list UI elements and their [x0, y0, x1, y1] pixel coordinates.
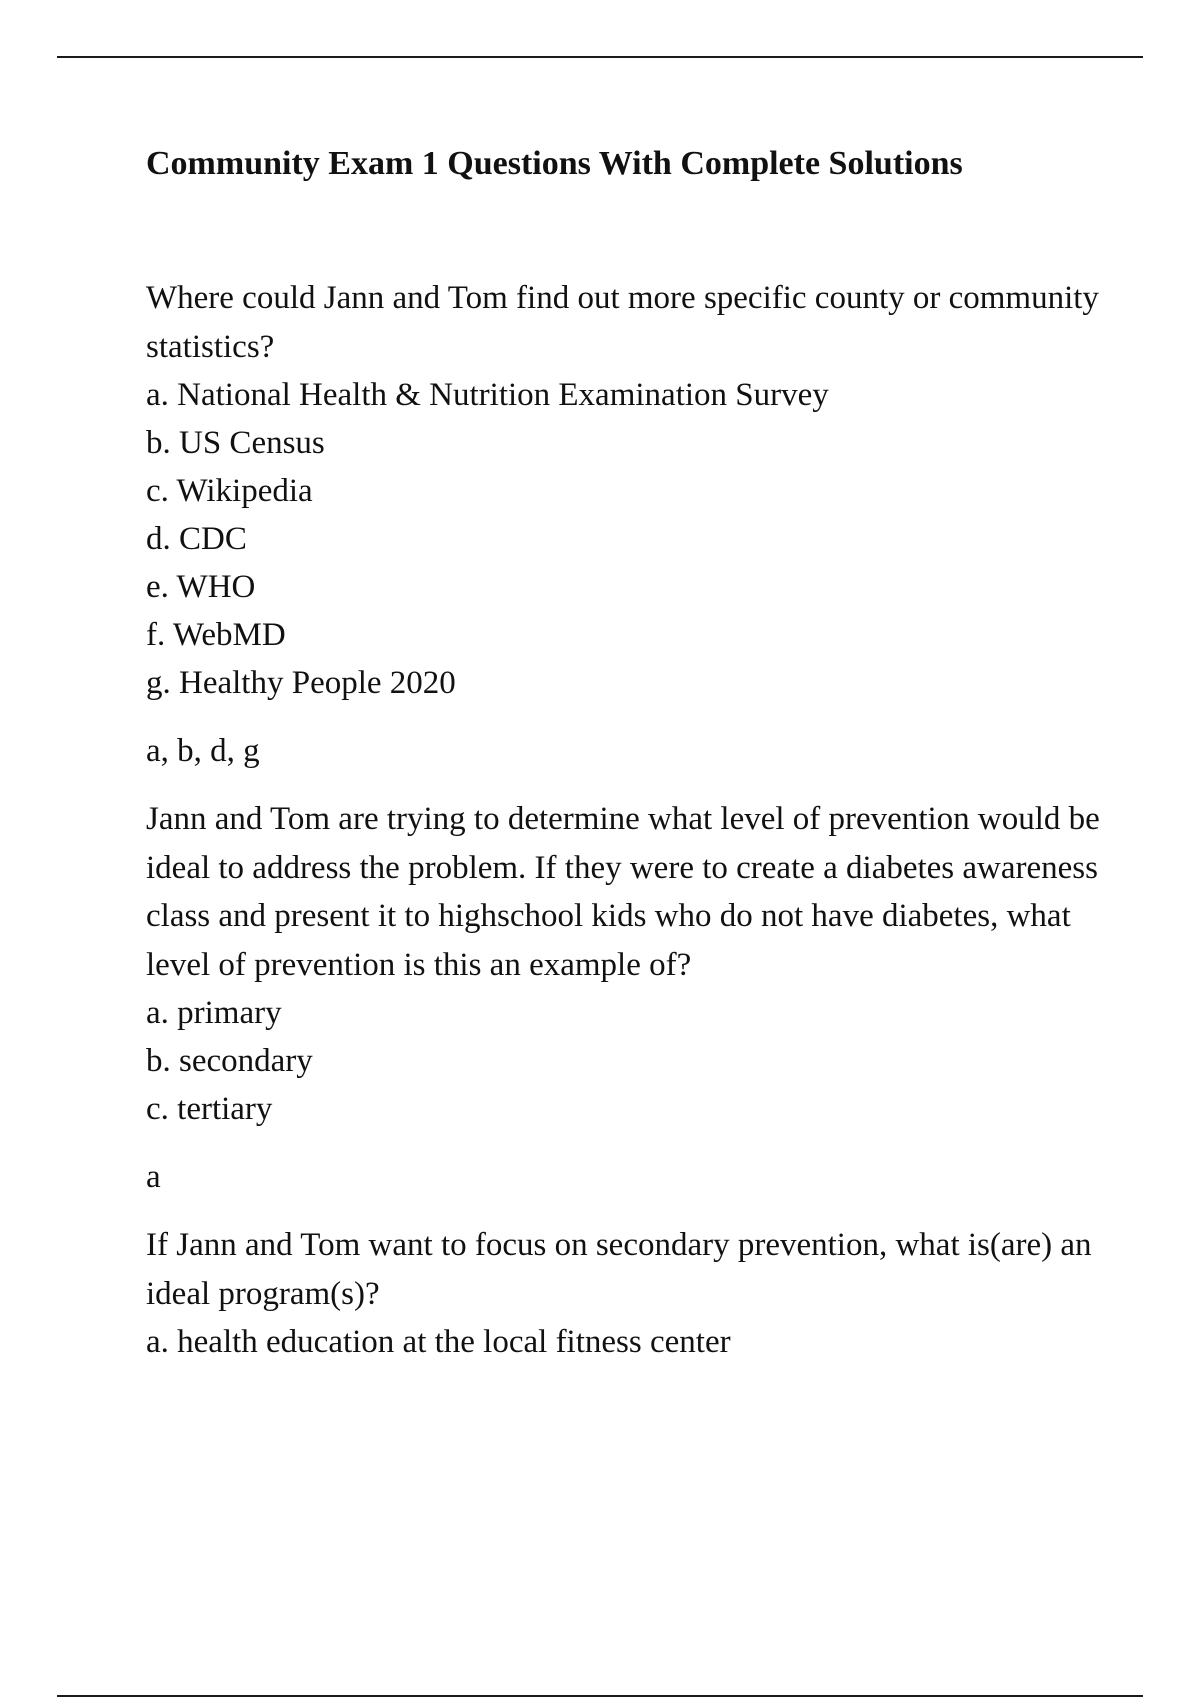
answer-text: a — [146, 1159, 161, 1195]
document-title: Community Exam 1 Questions With Complete Solutions — [146, 145, 963, 182]
option: b. US Census — [146, 425, 325, 461]
option: a. health education at the local fitness center — [146, 1324, 731, 1360]
question-block-2 — [146, 795, 1106, 1201]
option: c. Wikipedia — [146, 473, 313, 509]
question-block-1 — [146, 274, 1106, 775]
question-text: If Jann and Tom want to focus on secondary prevention, what is(are) an ideal program(s)? — [146, 1227, 1092, 1312]
question-text: Where could Jann and Tom find out more specific county or community statistics? — [146, 280, 1099, 365]
question-text: Jann and Tom are trying to determine what level of prevention would be ideal to address the problem. If they were to create a diabetes awareness class and present it to highschool kids who do not have diabetes, what level of prevention is this an example of? — [146, 801, 1100, 983]
option: e. WHO — [146, 569, 256, 605]
option: a. National Health & Nutrition Examination Survey — [146, 377, 829, 413]
question-block-3 — [146, 1221, 1106, 1366]
answer-text: a, b, d, g — [146, 733, 260, 769]
option: g. Healthy People 2020 — [146, 665, 456, 701]
option: d. CDC — [146, 521, 247, 557]
document-body — [146, 140, 1106, 1366]
footer-rule — [57, 1695, 1143, 1697]
option: a. primary — [146, 995, 282, 1031]
header-rule — [57, 56, 1143, 58]
option: c. tertiary — [146, 1091, 273, 1127]
option: f. WebMD — [146, 617, 286, 653]
option: b. secondary — [146, 1043, 313, 1079]
